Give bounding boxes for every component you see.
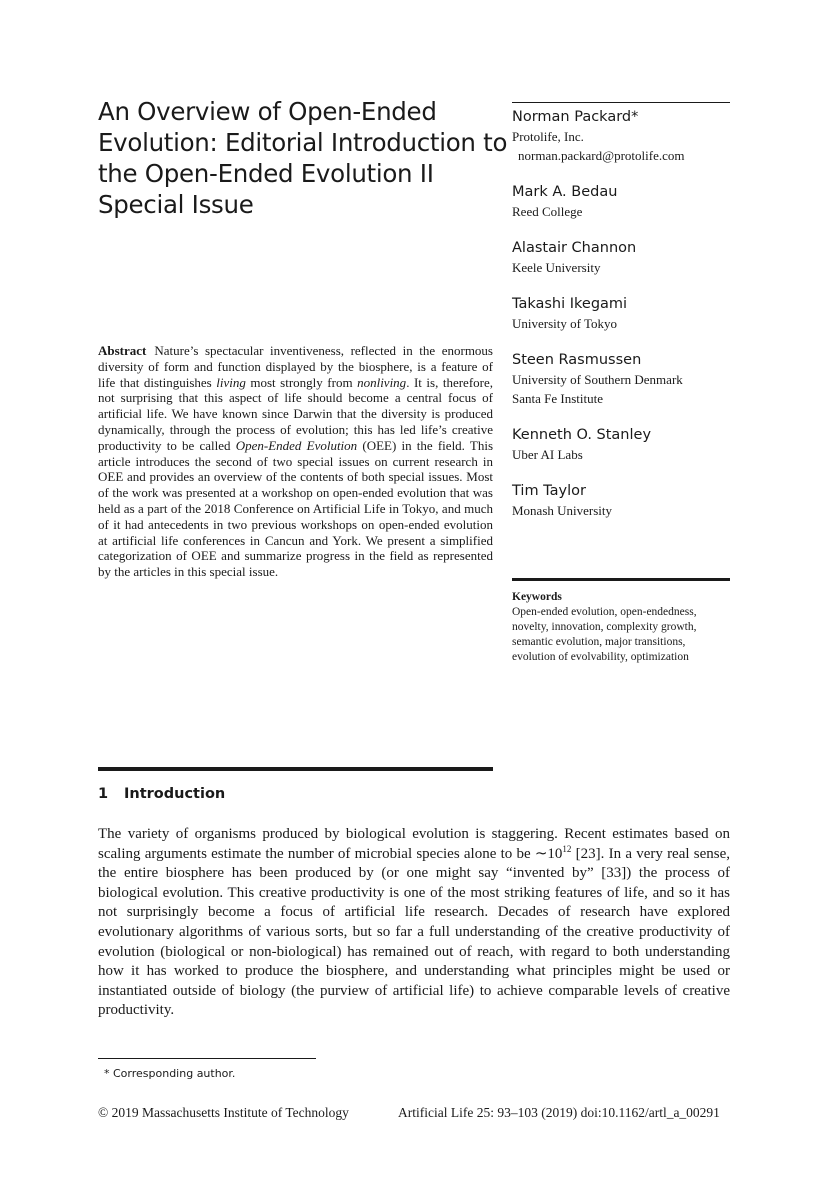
intro-exponent: 12 xyxy=(562,843,572,854)
author-entry xyxy=(512,426,730,464)
abstract-text: most strongly from xyxy=(245,374,358,390)
author-list xyxy=(512,102,730,538)
journal-citation: Artificial Life 25: 93–103 (2019) doi:10.1162/artl_a_00291 xyxy=(398,1105,720,1120)
keywords-label: Keywords xyxy=(512,591,562,603)
author-affiliation: Reed College xyxy=(512,204,583,219)
author-affiliation: Uber AI Labs xyxy=(512,447,583,462)
author-name: Takashi Ikegami xyxy=(512,296,628,312)
author-entry xyxy=(512,239,730,277)
author-entry xyxy=(512,351,730,408)
author-entry xyxy=(512,295,730,333)
abstract-text: Nature’s spectacular inventiveness, reflected in the enormous diversity of form and function displayed by the biosphere, is a feature of life that distinguishes xyxy=(98,343,493,390)
author-name: Kenneth O. Stanley xyxy=(512,427,652,443)
section-number: 1 xyxy=(98,786,109,802)
footnote: * Corresponding author. xyxy=(104,1067,236,1080)
keywords-text: Open-ended evolution, open-endedness, novelty, innovation, complexity growth, semantic evolution, major transitions, evolution of evolvability, optimization xyxy=(512,606,697,663)
author-name: Mark A. Bedau xyxy=(512,184,618,200)
author-affiliation: University of Tokyo xyxy=(512,316,618,331)
abstract-emphasis: Open-Ended Evolution xyxy=(235,437,358,453)
author-affiliation: Keele University xyxy=(512,260,601,275)
author-email[interactable]: norman.packard@protolife.com xyxy=(518,148,685,163)
footnote-divider xyxy=(98,1058,316,1059)
author-affiliation: Monash University xyxy=(512,503,613,518)
intro-paragraph xyxy=(98,825,730,1021)
author-name: Steen Rasmussen xyxy=(512,352,642,368)
abstract-emphasis: nonliving xyxy=(357,374,407,390)
author-entry xyxy=(512,108,730,165)
author-affiliation: University of Southern Denmark xyxy=(512,372,683,387)
author-name: Alastair Channon xyxy=(512,240,637,256)
author-name: Tim Taylor xyxy=(512,483,586,499)
abstract-label: Abstract xyxy=(98,343,147,358)
intro-text: The variety of organisms produced by biological evolution is staggering. Recent estimates based on scaling arguments estimate the number of microbial species alone to be ∼10 xyxy=(98,826,730,862)
author-affiliation: Santa Fe Institute xyxy=(512,391,603,406)
abstract xyxy=(98,343,493,580)
author-entry xyxy=(512,183,730,221)
intro-text: [23]. In a very real sense, the entire biosphere has been produced by (or one might say “invented by” [33]) the process of biological evolution. This creative productivity is one of the most striking features of life, and so it has not surprisingly become a focus of artificial life research. Decades of research have explored evolutionary algorithms of various sorts, but so far a full understanding of the creative productivity of evolution (biological or non-biological) has remained out of reach, with regard to both understanding how it has worked to produce the biosphere, and understanding what principles might be used or instantiated outside of biology (the purview of artificial life) to achieve comparable levels of creative productivity. xyxy=(98,845,731,1019)
author-affiliation: Protolife, Inc. xyxy=(512,129,584,144)
section-title: Introduction xyxy=(124,786,226,802)
keywords-box xyxy=(512,578,730,665)
copyright-notice: © 2019 Massachusetts Institute of Technology xyxy=(98,1105,349,1120)
section-heading xyxy=(98,785,225,803)
abstract-text: (OEE) in the field. This article introduces the second of two special issues on current research in OEE and provides an overview of the contents of both special issues. Most of the work was presented at a workshop on open-ended evolution that was held as a part of the 2018 Conference on Artificial Life in Tokyo, and much of it had antecedents in two previous workshops on open-ended evolution at artificial life conferences in Cancun and York. We present a simplified categorization of OEE and summarize progress in the field as represented by the articles in this special issue. xyxy=(98,437,493,580)
abstract-emphasis: living xyxy=(216,374,246,390)
paper-title: An Overview of Open-Ended Evolution: Editorial Introduction to the Open-Ended Evolution II Special Issue xyxy=(98,97,508,219)
author-entry xyxy=(512,482,730,520)
section-divider xyxy=(98,767,493,771)
abstract-text: . It is, therefore, not surprising that this aspect of life should become a central focus of artificial life. We have known since Darwin that the diversity is produced dynamically, through the process of evolution; this has led life’s creative productivity to be called xyxy=(98,374,493,453)
author-name: Norman Packard* xyxy=(512,109,639,125)
